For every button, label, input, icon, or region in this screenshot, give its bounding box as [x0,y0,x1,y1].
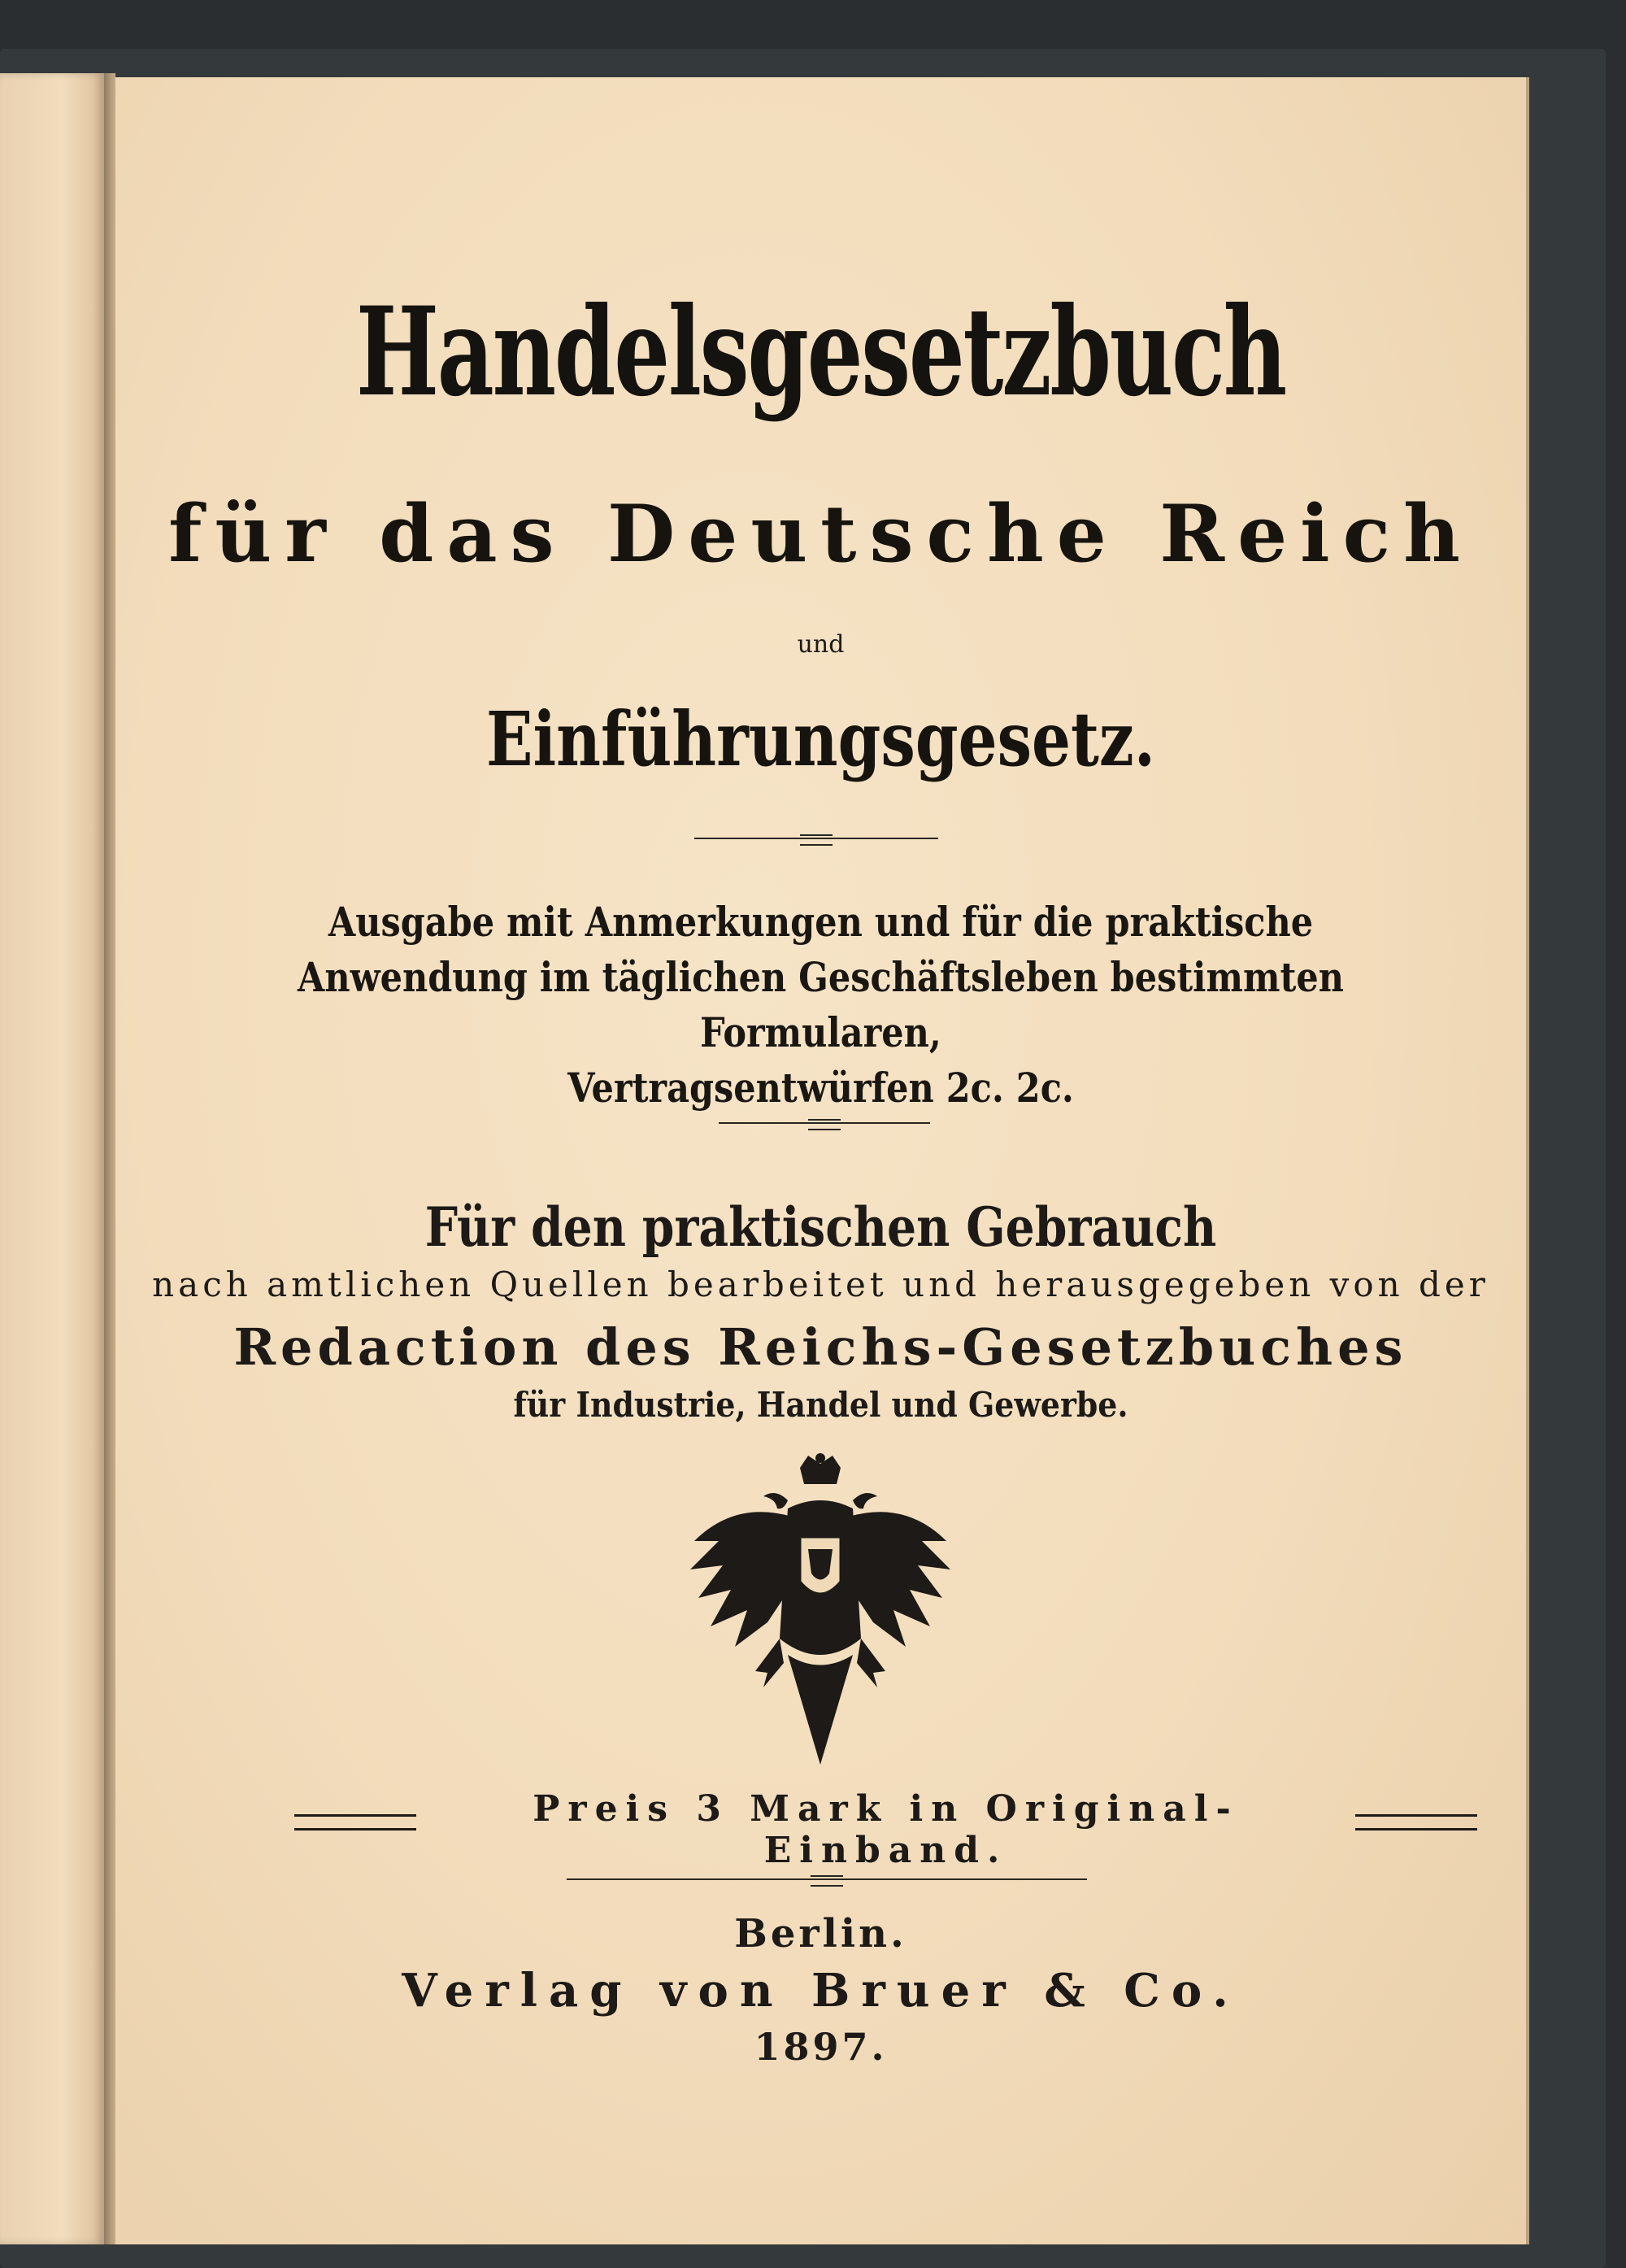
imperial-eagle-icon [686,1452,954,1769]
price-ornament-left [294,1814,416,1831]
left-page-edge [0,73,104,2244]
second-title: Einführungsgesetz. [486,695,1155,783]
editors-line: nach amtlichen Quellen bearbeitet und herausgegeben von der [152,1265,1489,1304]
edition-line: Ausgabe mit Anmerkungen und für die praktische [328,898,1314,946]
price-ornament-right [1355,1814,1477,1831]
price-text: Preis 3 Mark in Original-Einband. [533,1788,1239,1871]
publication-year: 1897. [754,2025,888,2069]
divider-rule [694,838,938,839]
title-page [115,77,1529,2244]
price-row [294,1783,1477,1871]
divider-rule [719,1122,930,1124]
edition-line: Vertragsentwürfen 2c. 2c. [567,1064,1074,1112]
redaction-name: Redaction des Reichs-Gesetzbuches [233,1317,1408,1377]
book-title: Handelsgesetzbuch [355,281,1286,424]
page-gutter [104,73,115,2244]
usage-heading: Für den praktischen Gebrauch [424,1195,1217,1259]
edition-description [214,895,1427,1116]
edition-line: Anwendung im täglichen Geschäftsleben bestimmten Formularen, [297,953,1345,1056]
publisher-name: Verlag von Bruer & Co. [402,1964,1240,2018]
divider-rule [567,1878,1087,1880]
publication-city: Berlin. [734,1911,907,1957]
industry-line: für Industrie, Handel und Gewerbe. [513,1385,1128,1425]
conjunction-text: und [797,630,845,659]
book-subtitle: für das Deutsche Reich [168,488,1473,580]
